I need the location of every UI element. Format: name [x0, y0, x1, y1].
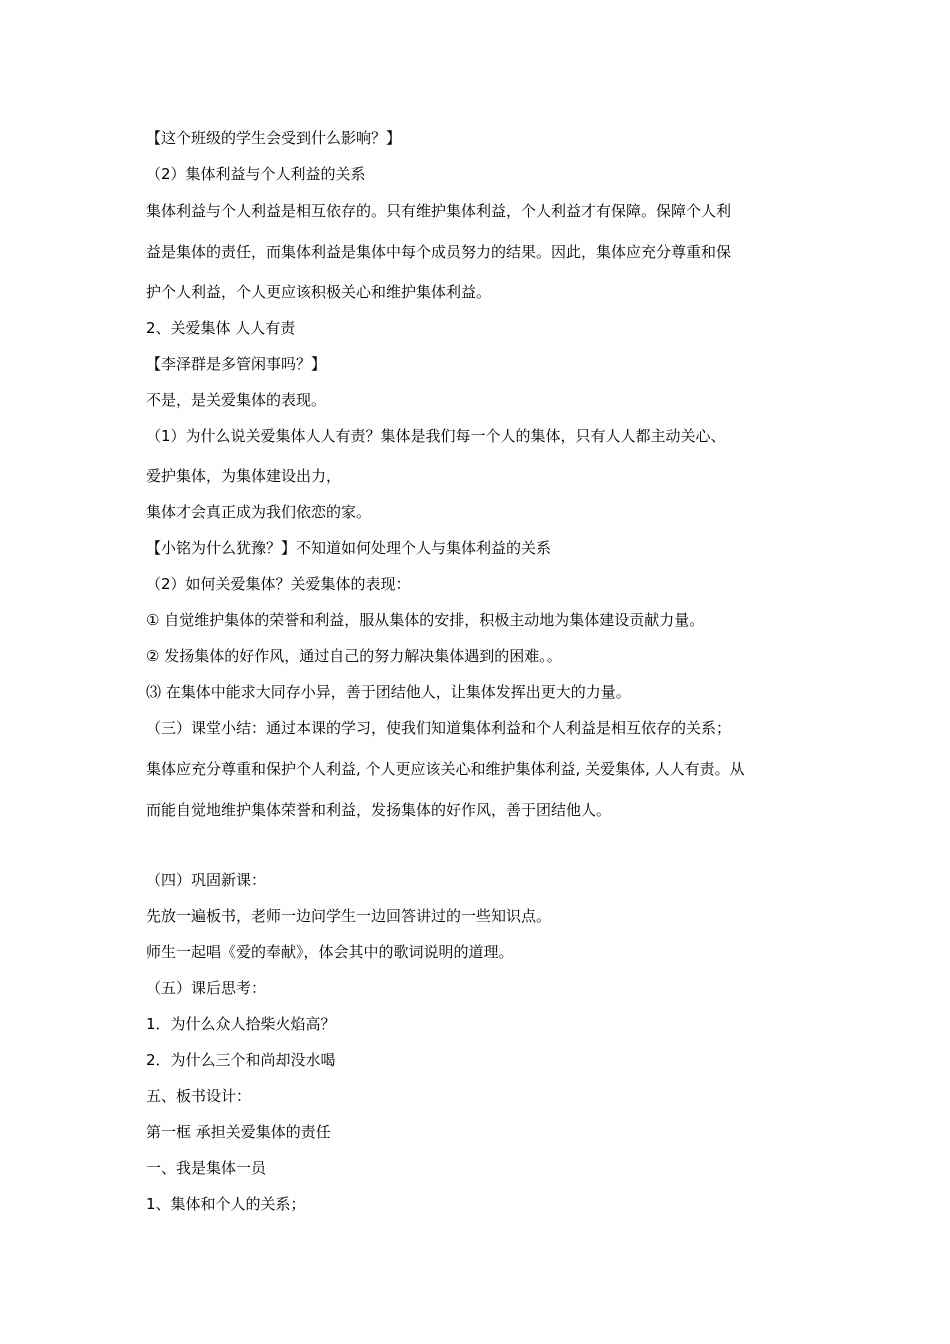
text-line: （五）课后思考：: [146, 979, 267, 997]
text-line: 第一框 承担关爱集体的责任: [146, 1123, 331, 1141]
text-line: 爱护集体，为集体建设出力，: [146, 467, 342, 485]
text-line: 先放一遍板书，老师一边问学生一边回答讲过的一些知识点。: [146, 907, 552, 925]
text-line: （四）巩固新课：: [146, 871, 267, 889]
text-line: 集体才会真正成为我们依恋的家。: [146, 503, 372, 521]
list-item: ② 发扬集体的好作风，通过自己的努力解决集体遇到的困难。。: [146, 647, 562, 665]
text-line: （2）集体利益与个人利益的关系: [146, 165, 366, 183]
text-line: （三）课堂小结：通过本课的学习，使我们知道集体利益和个人利益是相互依存的关系；: [146, 719, 732, 737]
text-line: 1、集体和个人的关系；: [146, 1195, 306, 1213]
text-line: 集体利益与个人利益是相互依存的。只有维护集体利益，个人利益才有保障。保障个人利: [146, 202, 732, 220]
list-item: ⑶ 在集体中能求大同存小异，善于团结他人，让集体发挥出更大的力量。: [146, 683, 631, 701]
text-line: 【李泽群是多管闲事吗？】: [146, 355, 327, 373]
list-item: 2．为什么三个和尚却没水喝: [146, 1051, 336, 1069]
text-line: 【小铭为什么犹豫？】不知道如何处理个人与集体利益的关系: [146, 539, 552, 557]
text-line: 五、板书设计：: [146, 1087, 252, 1105]
list-item: ① 自觉维护集体的荣誉和利益，服从集体的安排，积极主动地为集体建设贡献力量。: [146, 611, 705, 629]
text-line: 集体应充分尊重和保护个人利益, 个人更应该关心和维护集体利益, 关爱集体, 人人有责。从: [146, 760, 745, 778]
text-line: 而能自觉地维护集体荣誉和利益，发扬集体的好作风，善于团结他人。: [146, 801, 612, 819]
section-heading: 2、关爱集体 人人有责: [146, 319, 296, 337]
text-line: （1）为什么说关爱集体人人有责？集体是我们每一个人的集体，只有人人都主动关心、: [146, 427, 726, 445]
text-line: （2）如何关爱集体？关爱集体的表现：: [146, 575, 411, 593]
text-line: 师生一起唱《爱的奉献》，体会其中的歌词说明的道理。: [146, 943, 514, 961]
text-line: 益是集体的责任，而集体利益是集体中每个成员努力的结果。因此，集体应充分尊重和保: [146, 243, 732, 261]
text-line: 一、我是集体一员: [146, 1159, 267, 1177]
text-line: 【这个班级的学生会受到什么影响？】: [146, 129, 402, 147]
text-line: 护个人利益，个人更应该积极关心和维护集体利益。: [146, 283, 492, 301]
list-item: 1．为什么众人拾柴火焰高？: [146, 1015, 336, 1033]
text-line: 不是，是关爱集体的表现。: [146, 391, 327, 409]
